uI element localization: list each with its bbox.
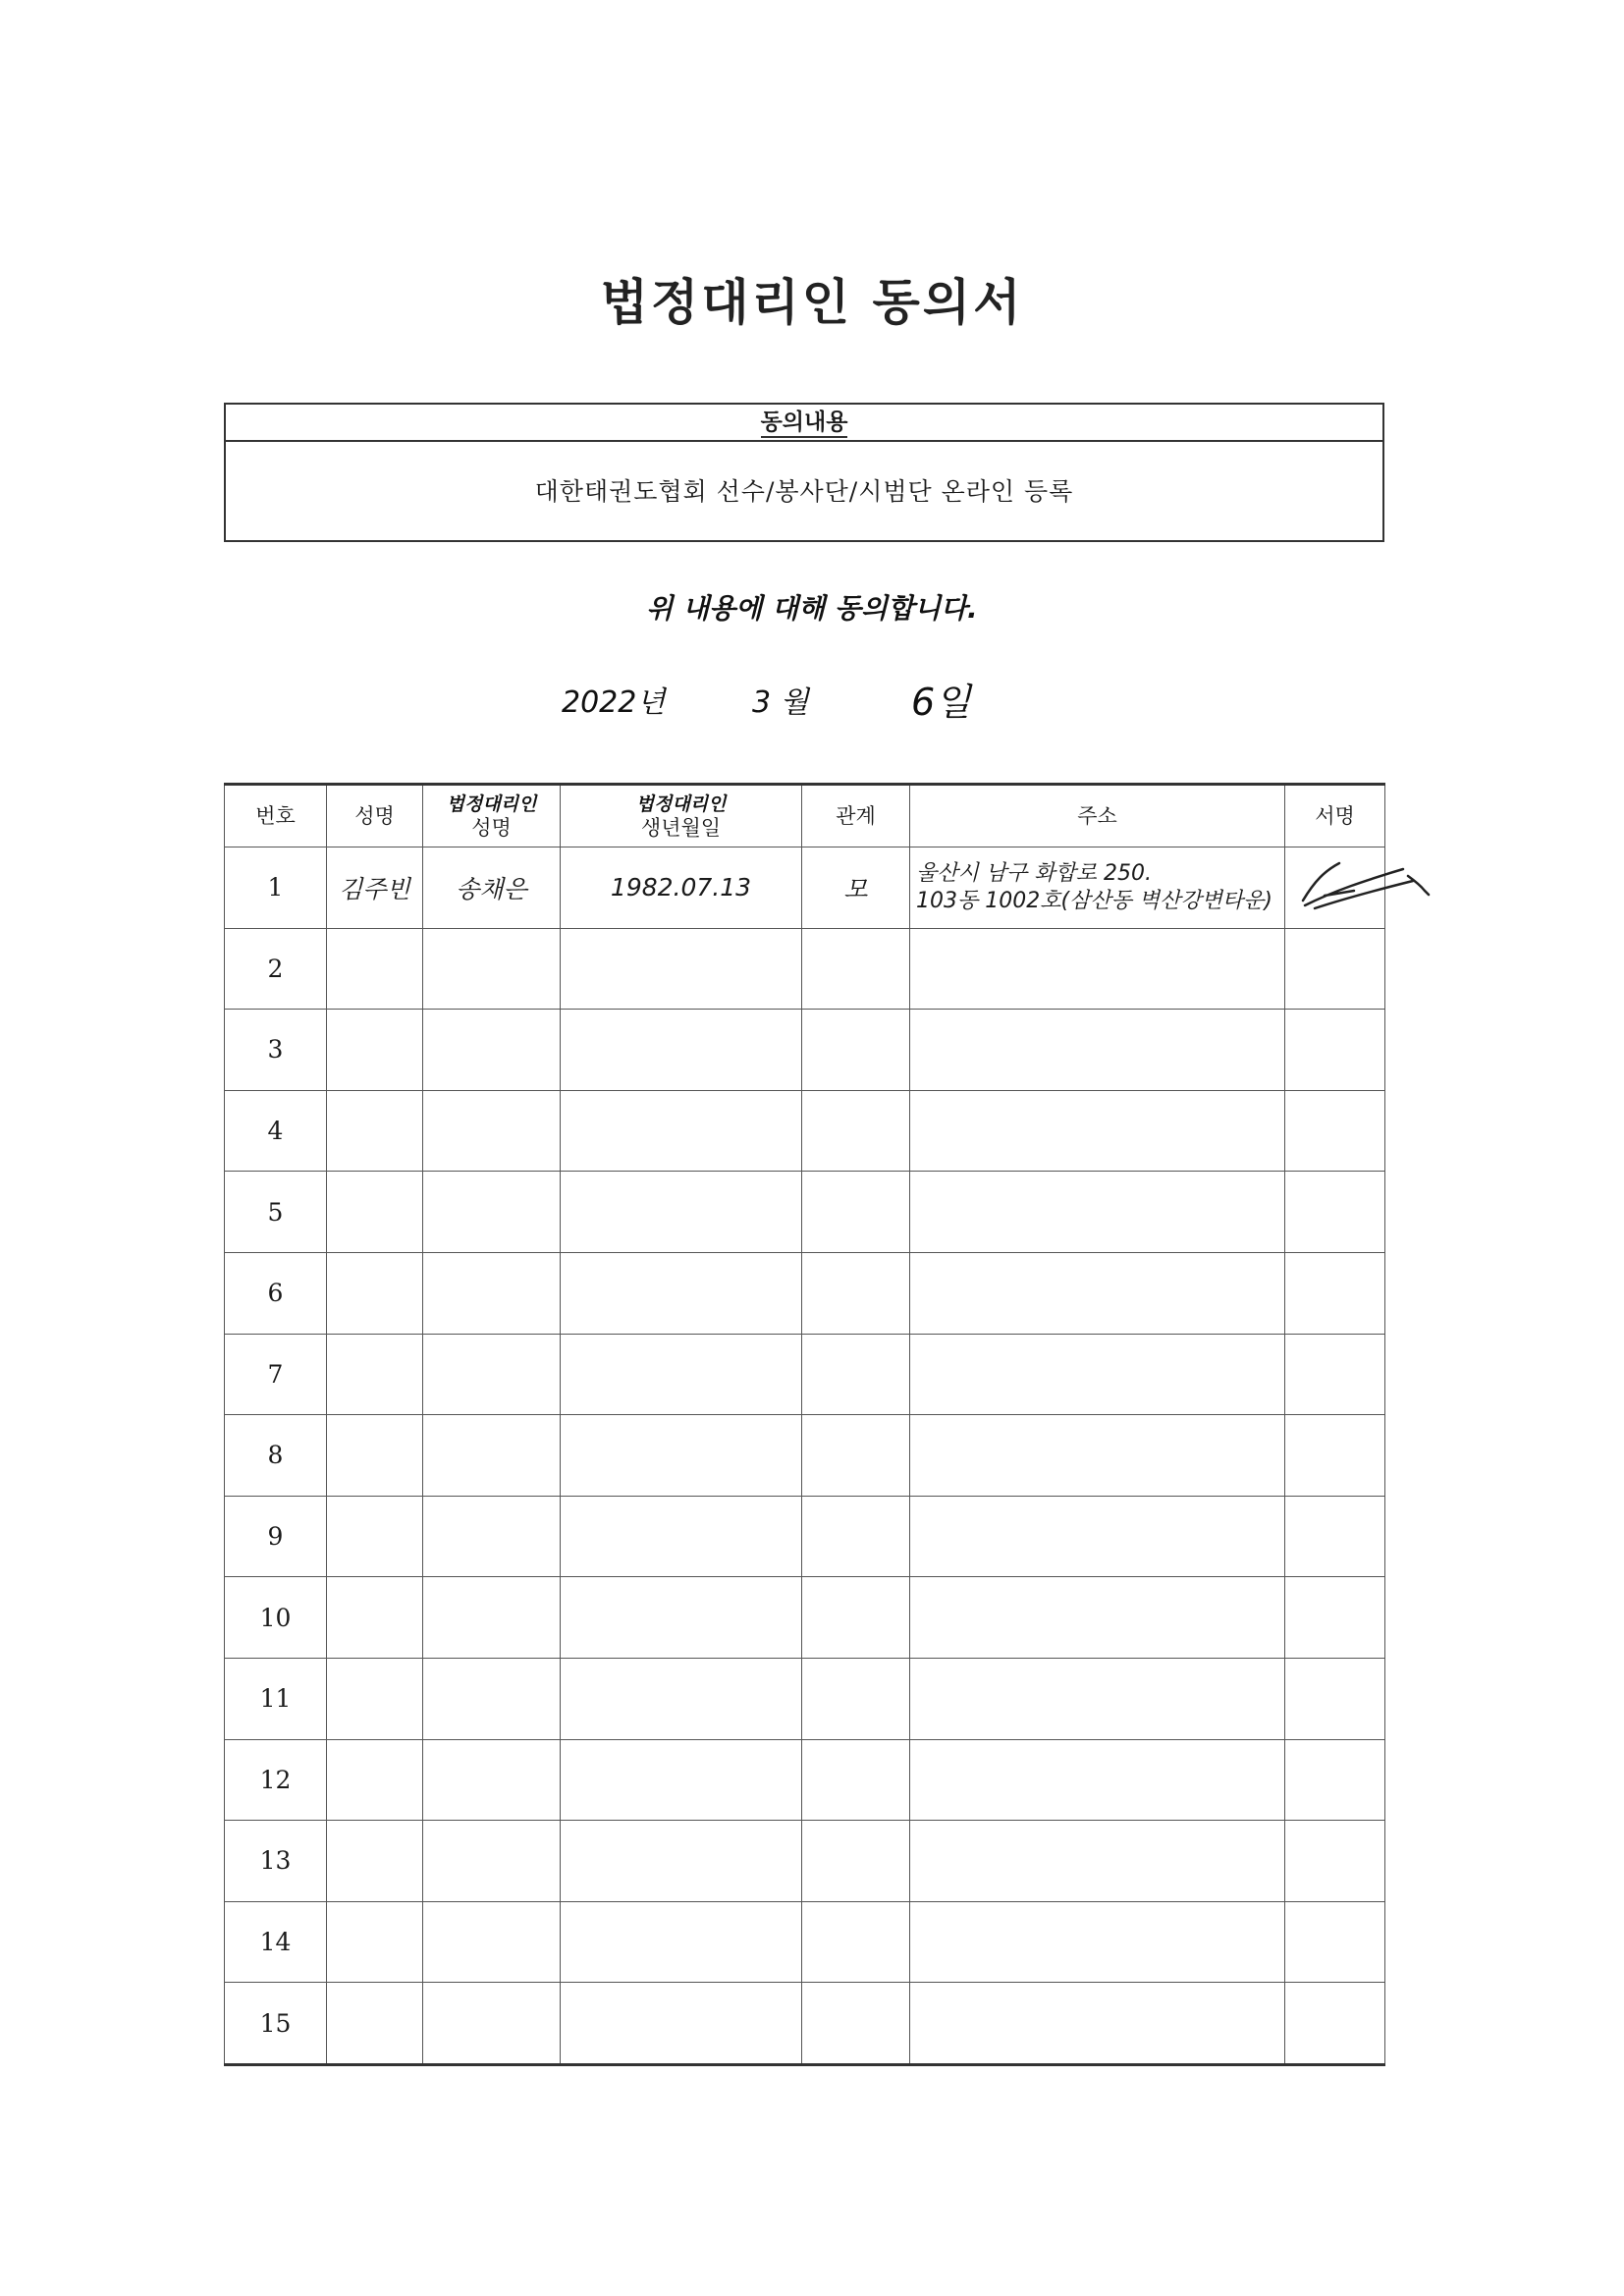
row-address: [910, 1658, 1285, 1739]
row-signature: [1285, 1415, 1385, 1497]
row-signature: [1285, 1334, 1385, 1415]
row-name: [327, 1983, 423, 2065]
row-no: 2: [225, 928, 327, 1010]
header-guardian-birth: [561, 785, 802, 847]
row-guardian-name: 송채은: [423, 847, 561, 929]
row-guardian-birth: [561, 1658, 802, 1739]
row-no: 7: [225, 1334, 327, 1415]
row-address: [910, 928, 1285, 1010]
table-row: [225, 1983, 1385, 2065]
row-no: 11: [225, 1658, 327, 1739]
row-guardian-name: [423, 1821, 561, 1902]
row-guardian-name: [423, 1901, 561, 1983]
row-signature: [1285, 1010, 1385, 1091]
table-row: [225, 1415, 1385, 1497]
row-no: 9: [225, 1496, 327, 1577]
row-no: 5: [225, 1172, 327, 1253]
row-address: [910, 1901, 1285, 1983]
table-row: [225, 1821, 1385, 1902]
row-signature: [1285, 1496, 1385, 1577]
row-guardian-name: [423, 1658, 561, 1739]
row-no: 15: [225, 1983, 327, 2065]
row-relation: [802, 1901, 910, 1983]
row-guardian-name: [423, 1415, 561, 1497]
table-row: [225, 1252, 1385, 1334]
header-guardian-name: [423, 785, 561, 847]
row-name: [327, 1496, 423, 1577]
row-guardian-name: [423, 1983, 561, 2065]
row-name: [327, 1415, 423, 1497]
row-name: [327, 1658, 423, 1739]
row-address: [910, 1496, 1285, 1577]
row-signature: [1285, 1252, 1385, 1334]
table-row: [225, 847, 1385, 929]
table-row: [225, 1658, 1385, 1739]
row-name: [327, 1739, 423, 1821]
header-name: 성명: [327, 785, 423, 847]
row-signature: [1285, 1983, 1385, 2065]
row-relation: [802, 1983, 910, 2065]
row-guardian-name: [423, 1090, 561, 1172]
header-guardian-label: 법정대리인: [446, 793, 537, 815]
row-guardian-birth: [561, 1577, 802, 1659]
row-relation: [802, 1415, 910, 1497]
row-name: [327, 1172, 423, 1253]
row-address: [910, 1415, 1285, 1497]
row-relation: [802, 1334, 910, 1415]
row-address: [910, 1334, 1285, 1415]
row-guardian-name: [423, 928, 561, 1010]
consent-content-box: [224, 403, 1384, 542]
row-name: [327, 1821, 423, 1902]
row-address: [910, 1739, 1285, 1821]
row-guardian-name: [423, 1010, 561, 1091]
row-guardian-birth: [561, 928, 802, 1010]
row-name: [327, 1010, 423, 1091]
row-guardian-name: [423, 1739, 561, 1821]
row-guardian-birth: 1982.07.13: [561, 847, 802, 929]
row-address: [910, 1821, 1285, 1902]
header-guardian-name-label: 성명: [471, 816, 512, 840]
row-signature: [1285, 1090, 1385, 1172]
row-address: [910, 1577, 1285, 1659]
row-guardian-birth: [561, 1172, 802, 1253]
row-no: 12: [225, 1739, 327, 1821]
row-signature: [1285, 1739, 1385, 1821]
row-no: 14: [225, 1901, 327, 1983]
row-guardian-name: [423, 1172, 561, 1253]
row-name: [327, 1577, 423, 1659]
row-no: 3: [225, 1010, 327, 1091]
date-year: 2022년: [562, 685, 666, 720]
row-relation: [802, 1010, 910, 1091]
row-guardian-birth: [561, 1010, 802, 1091]
agreement-statement: 위 내용에 대해 동의합니다.: [646, 592, 978, 625]
row-address: [910, 1010, 1285, 1091]
row-signature: [1285, 928, 1385, 1010]
row-name: [327, 1252, 423, 1334]
row-guardian-birth: [561, 1334, 802, 1415]
header-relation: 관계: [802, 785, 910, 847]
table-row: [225, 1496, 1385, 1577]
row-guardian-birth: [561, 1252, 802, 1334]
row-signature: [1285, 1658, 1385, 1739]
row-address-line2: 103동 1002호(삼산동 벽산강변타운): [916, 888, 1272, 913]
row-guardian-birth: [561, 1496, 802, 1577]
date-day: 6일: [911, 681, 971, 724]
row-signature: [1285, 847, 1385, 929]
table-row: [225, 1739, 1385, 1821]
row-name: [327, 1334, 423, 1415]
table-header-row: [225, 785, 1385, 847]
row-no: 13: [225, 1821, 327, 1902]
header-no: 번호: [225, 785, 327, 847]
row-signature: [1285, 1172, 1385, 1253]
row-no: 6: [225, 1252, 327, 1334]
registration-table: [224, 783, 1385, 2066]
row-name: 김주빈: [327, 847, 423, 929]
row-address: [910, 847, 1285, 929]
row-no: 10: [225, 1577, 327, 1659]
row-address-line1: 울산시 남구 화합로 250.: [916, 860, 1152, 886]
table-row: [225, 1334, 1385, 1415]
handwritten-signature: [1295, 851, 1433, 920]
row-guardian-name: [423, 1577, 561, 1659]
date-month: 3 월: [752, 685, 809, 720]
row-guardian-birth: [561, 1983, 802, 2065]
row-relation: [802, 1739, 910, 1821]
consent-content-header-label: 동의내용: [761, 410, 848, 438]
header-guardian-label-2: 법정대리인: [635, 793, 727, 815]
row-relation: 모: [802, 847, 910, 929]
table-row: [225, 1577, 1385, 1659]
row-no: 1: [225, 847, 327, 929]
table-row: [225, 1090, 1385, 1172]
row-signature: [1285, 1577, 1385, 1659]
row-name: [327, 1901, 423, 1983]
row-guardian-name: [423, 1496, 561, 1577]
row-guardian-name: [423, 1252, 561, 1334]
table-row: [225, 1901, 1385, 1983]
row-signature: [1285, 1821, 1385, 1902]
row-relation: [802, 1658, 910, 1739]
row-relation: [802, 1090, 910, 1172]
row-address: [910, 1090, 1285, 1172]
row-guardian-birth: [561, 1090, 802, 1172]
row-no: 8: [225, 1415, 327, 1497]
row-no: 4: [225, 1090, 327, 1172]
row-relation: [802, 1496, 910, 1577]
row-address: [910, 1252, 1285, 1334]
row-relation: [802, 1172, 910, 1253]
row-relation: [802, 1252, 910, 1334]
row-relation: [802, 1821, 910, 1902]
consent-content-text: 대한태권도협회 선수/봉사단/시범단 온라인 등록: [534, 477, 1074, 506]
table-row: [225, 928, 1385, 1010]
row-guardian-birth: [561, 1415, 802, 1497]
consent-content-header: [226, 405, 1382, 442]
header-guardian-birth-label: 생년월일: [640, 816, 722, 840]
row-relation: [802, 1577, 910, 1659]
header-address: 주소: [910, 785, 1285, 847]
row-guardian-name: [423, 1334, 561, 1415]
row-name: [327, 1090, 423, 1172]
row-relation: [802, 928, 910, 1010]
table-row: [225, 1172, 1385, 1253]
row-guardian-birth: [561, 1821, 802, 1902]
row-address: [910, 1172, 1285, 1253]
table-row: [225, 1010, 1385, 1091]
page-title: 법정대리인 동의서: [600, 274, 1024, 331]
header-signature: 서명: [1285, 785, 1385, 847]
row-guardian-birth: [561, 1739, 802, 1821]
row-signature: [1285, 1901, 1385, 1983]
row-guardian-birth: [561, 1901, 802, 1983]
row-address: [910, 1983, 1285, 2065]
row-name: [327, 928, 423, 1010]
